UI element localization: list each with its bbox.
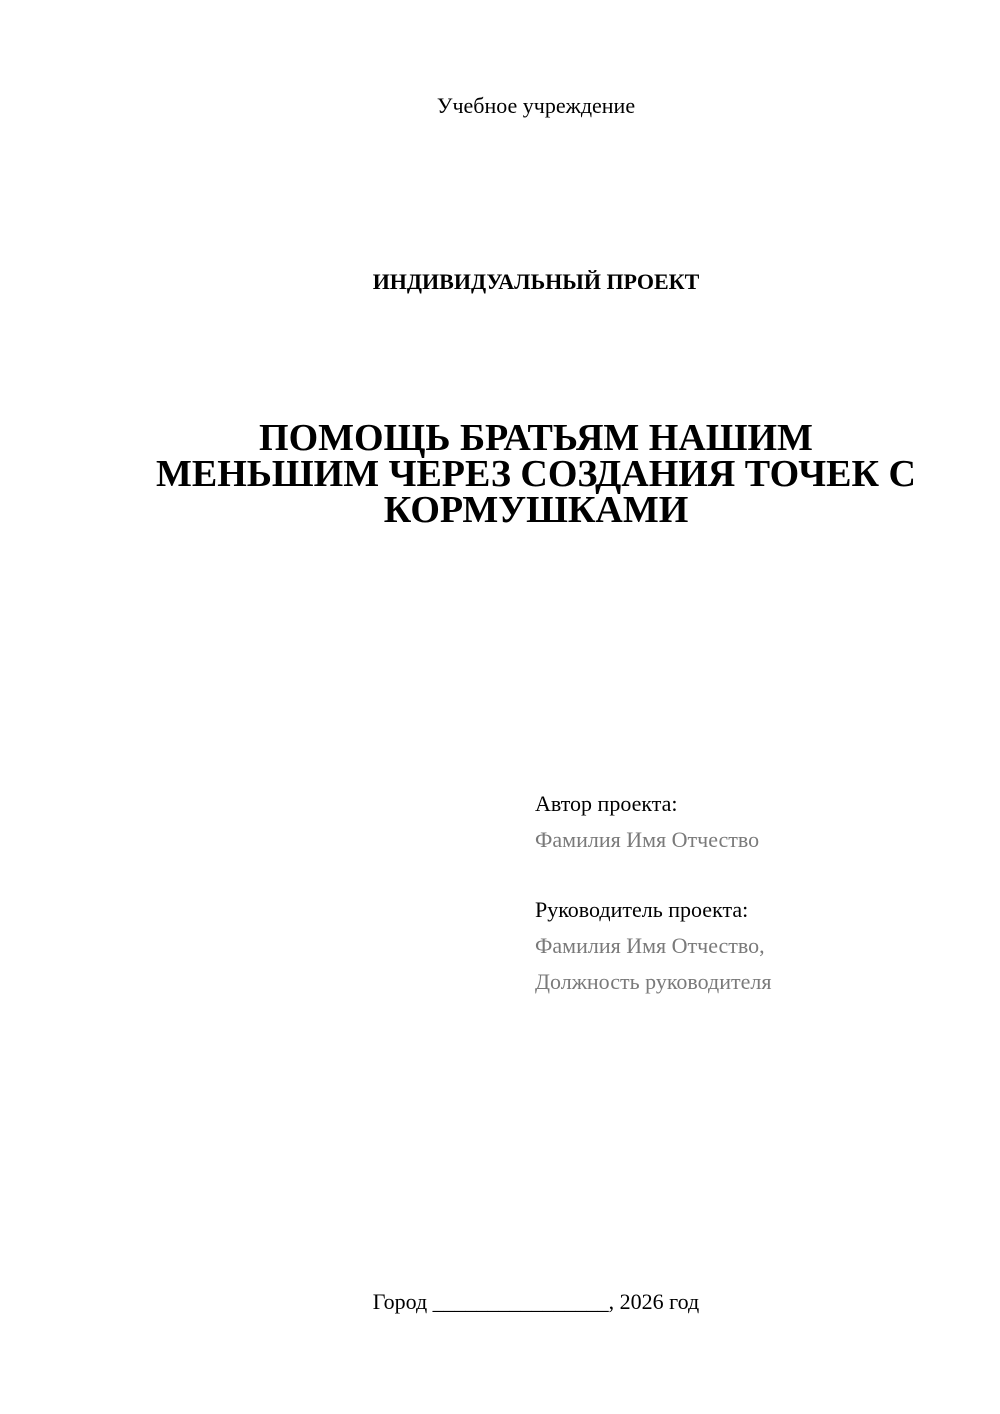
supervisor-position: Должность руководителя (535, 969, 772, 994)
author-label: Автор проекта: (535, 791, 678, 816)
supervisor-name: Фамилия Имя Отчество, (535, 933, 765, 958)
city-year-line (0, 1288, 1000, 1316)
supervisor-label: Руководитель проекта: (535, 897, 749, 922)
institution-name: Учебное учреждение (436, 93, 636, 118)
year-text: , 2026 год (608, 1289, 700, 1314)
project-title-line: КОРМУШКАМИ (383, 489, 689, 531)
project-title-line: ПОМОЩЬ БРАТЬЯМ НАШИМ (259, 417, 813, 459)
author-name: Фамилия Имя Отчество (535, 827, 760, 852)
city-blank: ________________ (432, 1289, 609, 1314)
project-title (100, 417, 972, 531)
author-block (535, 786, 975, 858)
supervisor-block (535, 892, 975, 1000)
project-title-line: МЕНЬШИМ ЧЕРЕЗ СОЗДАНИЯ ТОЧЕК С (156, 453, 916, 495)
document-type: ИНДИВИДУАЛЬНЫЙ ПРОЕКТ (372, 269, 700, 294)
city-label: Город (372, 1289, 428, 1314)
